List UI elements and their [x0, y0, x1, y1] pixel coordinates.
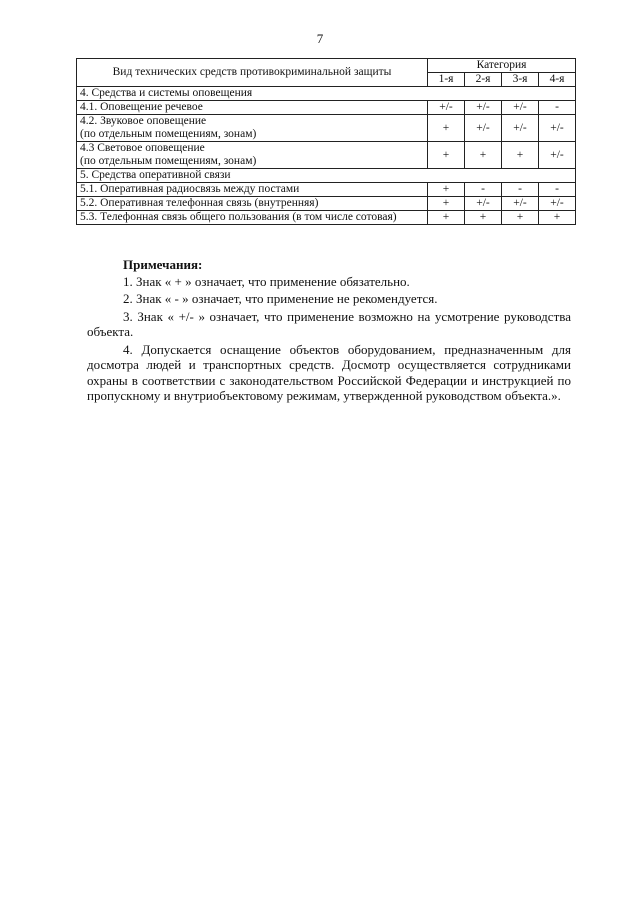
- table-row: [77, 183, 576, 197]
- table-row: [77, 142, 576, 169]
- row-mark: +: [428, 183, 465, 197]
- table-row: [77, 211, 576, 225]
- table-header-row: [77, 59, 576, 73]
- row-mark: +/-: [502, 197, 539, 211]
- section-label: 4. Средства и системы оповещения: [77, 87, 576, 101]
- table-row-section: [77, 169, 576, 183]
- row-mark: +: [428, 115, 465, 142]
- notes-title: Примечания:: [123, 257, 203, 272]
- row-label-line: 4.1. Оповещение речевое: [80, 101, 203, 113]
- table-row: [77, 115, 576, 142]
- row-mark: -: [539, 183, 576, 197]
- note-item: 4. Допускается оснащение объектов оборудованием, предназначенным для досмотра людей и транспортных средств. Досмотр осуществляется сотрудниками охраны в соответствии с законодательством Российской Федерации и инструкцией по пропускному и внутриобъектовому режимам, утвержденной руководством объекта.».: [87, 341, 571, 403]
- row-label: [77, 115, 428, 142]
- row-mark: +/-: [465, 101, 502, 115]
- row-mark: +: [539, 211, 576, 225]
- row-label-line: 5.3. Телефонная связь общего пользования (в том числе сотовая): [80, 211, 397, 223]
- row-label: [77, 142, 428, 169]
- row-mark: +: [465, 211, 502, 225]
- row-label-line: 5.1. Оперативная радиосвязь между постами: [80, 183, 300, 195]
- row-label: [77, 211, 428, 225]
- table-row-section: [77, 87, 576, 101]
- row-mark: +: [465, 142, 502, 169]
- row-label-line: (по отдельным помещениям, зонам): [80, 128, 257, 140]
- row-label: [77, 197, 428, 211]
- note-item: 2. Знак « - » означает, что применение не рекомендуется.: [123, 291, 438, 306]
- table-row: [77, 101, 576, 115]
- row-mark: +/-: [502, 101, 539, 115]
- row-mark: +/-: [465, 197, 502, 211]
- category-header: Категория: [428, 59, 576, 73]
- row-mark: +/-: [428, 101, 465, 115]
- row-mark: +/-: [539, 197, 576, 211]
- row-mark: +: [502, 142, 539, 169]
- category-4-header: 4-я: [539, 73, 576, 87]
- note-item: 3. Знак « +/- » означает, что применение возможно на усмотрение руководства объекта.: [87, 308, 571, 339]
- notes-section: [87, 257, 571, 406]
- row-label: [77, 183, 428, 197]
- category-1-header: 1-я: [428, 73, 465, 87]
- table-row: [77, 197, 576, 211]
- row-mark: +: [502, 211, 539, 225]
- row-mark: +/-: [539, 142, 576, 169]
- row-label: [77, 101, 428, 115]
- row-mark: +: [428, 142, 465, 169]
- row-mark: +: [428, 197, 465, 211]
- row-mark: -: [465, 183, 502, 197]
- row-label-line: 5.2. Оперативная телефонная связь (внутренняя): [80, 197, 319, 209]
- row-mark: -: [539, 101, 576, 115]
- row-mark: +/-: [502, 115, 539, 142]
- row-mark: -: [502, 183, 539, 197]
- row-label-line: (по отдельным помещениям, зонам): [80, 155, 257, 167]
- row-label-line: 4.3 Световое оповещение: [80, 142, 205, 154]
- row-mark: +: [428, 211, 465, 225]
- security-equipment-table: [76, 58, 576, 225]
- row-mark: +/-: [465, 115, 502, 142]
- category-2-header: 2-я: [465, 73, 502, 87]
- row-mark: +/-: [539, 115, 576, 142]
- row-label-line: 4.2. Звуковое оповещение: [80, 115, 207, 127]
- category-3-header: 3-я: [502, 73, 539, 87]
- note-item: 1. Знак « + » означает, что применение обязательно.: [123, 273, 410, 289]
- equipment-type-header: Вид технических средств противокриминальной защиты: [77, 59, 428, 87]
- page-number: 7: [316, 31, 324, 46]
- section-label: 5. Средства оперативной связи: [77, 169, 576, 183]
